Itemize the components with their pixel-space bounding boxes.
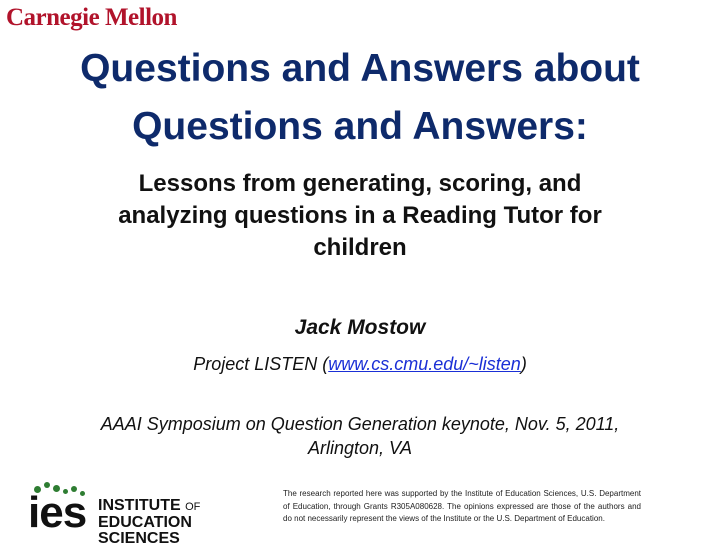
slide-title (0, 40, 720, 156)
venue-info (20, 412, 700, 460)
ies-name-education-sciences: EDUCATION SCIENCES (98, 514, 192, 547)
carnegie-mellon-logo: Carnegie Mellon (6, 4, 177, 31)
title-line-1: Questions and Answers about (80, 47, 640, 90)
project-suffix: ) (520, 354, 527, 374)
ies-logo (0, 482, 275, 547)
funding-disclaimer: The research reported here was supported by the Institute of Education Sciences, U.S. Department of Education, through Grants R305A080628. The opinions expressed are those of the authors and do not necessarily represent the views of the Institute or the U.S. Department of Education. (283, 489, 641, 523)
ies-name-of: OF (185, 501, 201, 513)
subtitle-line-2: analyzing questions in a Reading Tutor for (118, 202, 602, 229)
author-name: Jack Mostow (294, 316, 426, 339)
subtitle-line-3: children (313, 234, 407, 261)
slide-subtitle (20, 168, 700, 264)
ies-name-institute: INSTITUTE (98, 497, 181, 514)
venue-line-2: Arlington, VA (307, 438, 413, 458)
project-prefix: Project LISTEN ( (193, 354, 329, 374)
subtitle-line-1: Lessons from generating, scoring, and (138, 170, 582, 197)
venue-line-1: AAAI Symposium on Question Generation keynote, Nov. 5, 2011, (100, 414, 620, 434)
title-line-2: Questions and Answers: (132, 105, 588, 148)
ies-letters: ies (28, 488, 87, 537)
project-line (0, 354, 720, 375)
project-link[interactable]: www.cs.cmu.edu/~listen (328, 354, 521, 374)
